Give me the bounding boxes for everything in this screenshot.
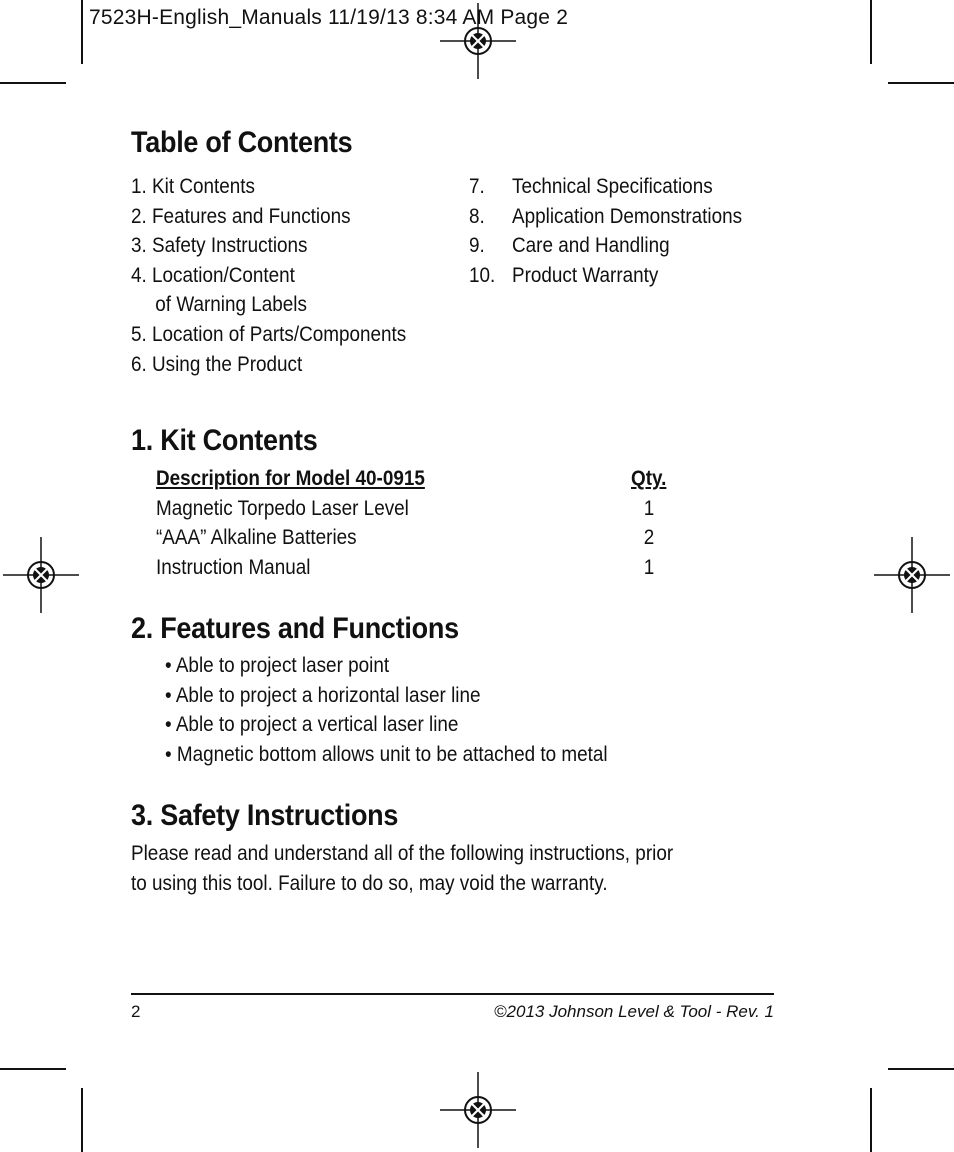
kit-row-description: Magnetic Torpedo Laser Level	[156, 496, 409, 520]
kit-header-description: Description for Model 40-0915	[156, 467, 425, 490]
toc-number: 9.	[469, 234, 485, 258]
kit-contents-title: 1. Kit Contents	[131, 424, 318, 457]
features-list	[165, 651, 608, 769]
feature-item: • Magnetic bottom allows unit to be attached to metal	[165, 742, 608, 766]
toc-item: Technical Specifications	[512, 175, 713, 198]
feature-item: • Able to project a vertical laser line	[165, 713, 459, 737]
toc-title: Table of Contents	[131, 126, 353, 159]
print-slug: 7523H-English_Manuals 11/19/13 8:34 AM Page 2	[89, 6, 569, 29]
crop-mark	[888, 1068, 954, 1070]
toc-number: 7.	[469, 175, 485, 198]
toc-left-list	[131, 172, 406, 379]
crop-mark	[888, 82, 954, 84]
registration-mark-icon	[872, 535, 952, 615]
crop-mark	[870, 1088, 872, 1152]
toc-item-continuation: of Warning Labels	[155, 293, 307, 317]
toc-item: Care and Handling	[512, 234, 670, 258]
toc-number: 8.	[469, 204, 485, 228]
features-title: 2. Features and Functions	[131, 612, 459, 645]
kit-row-qty: 2	[643, 526, 655, 550]
kit-row-description: Instruction Manual	[156, 555, 311, 579]
toc-item: 2. Features and Functions	[131, 204, 351, 228]
toc-item: Application Demonstrations	[512, 204, 743, 228]
toc-item: 5. Location of Parts/Components	[131, 322, 407, 346]
toc-item: 3. Safety Instructions	[131, 234, 308, 258]
safety-line: Please read and understand all of the following instructions, prior	[131, 842, 674, 865]
toc-right-numbers	[469, 172, 495, 290]
crop-mark	[0, 82, 66, 84]
feature-item: • Able to project a horizontal laser line	[165, 683, 481, 707]
registration-mark-icon	[438, 1070, 518, 1150]
footer-rule	[131, 993, 774, 995]
copyright-notice: ©2013 Johnson Level & Tool - Rev. 1	[494, 1002, 774, 1021]
kit-contents-descriptions	[156, 464, 425, 582]
kit-contents-quantities	[631, 464, 667, 582]
kit-row-qty: 1	[643, 555, 655, 579]
toc-right-list	[512, 172, 742, 290]
crop-mark	[81, 1088, 83, 1152]
kit-row-qty: 1	[643, 496, 655, 520]
registration-mark-icon	[438, 1, 518, 81]
crop-mark	[870, 0, 872, 64]
registration-mark-icon	[1, 535, 81, 615]
kit-header-qty: Qty.	[631, 467, 667, 490]
page-number: 2	[131, 1002, 141, 1021]
feature-item: • Able to project laser point	[165, 654, 390, 677]
toc-item: 4. Location/Content	[131, 263, 295, 287]
toc-item: 6. Using the Product	[131, 352, 303, 376]
safety-title: 3. Safety Instructions	[131, 799, 399, 832]
safety-line: to using this tool. Failure to do so, may void the warranty.	[131, 871, 608, 895]
toc-item: Product Warranty	[512, 263, 659, 287]
crop-mark	[81, 0, 83, 64]
toc-item: 1. Kit Contents	[131, 175, 255, 198]
crop-mark	[0, 1068, 66, 1070]
toc-number: 10.	[469, 263, 496, 287]
kit-row-description: “AAA” Alkaline Batteries	[156, 526, 357, 550]
safety-paragraph	[131, 839, 673, 898]
